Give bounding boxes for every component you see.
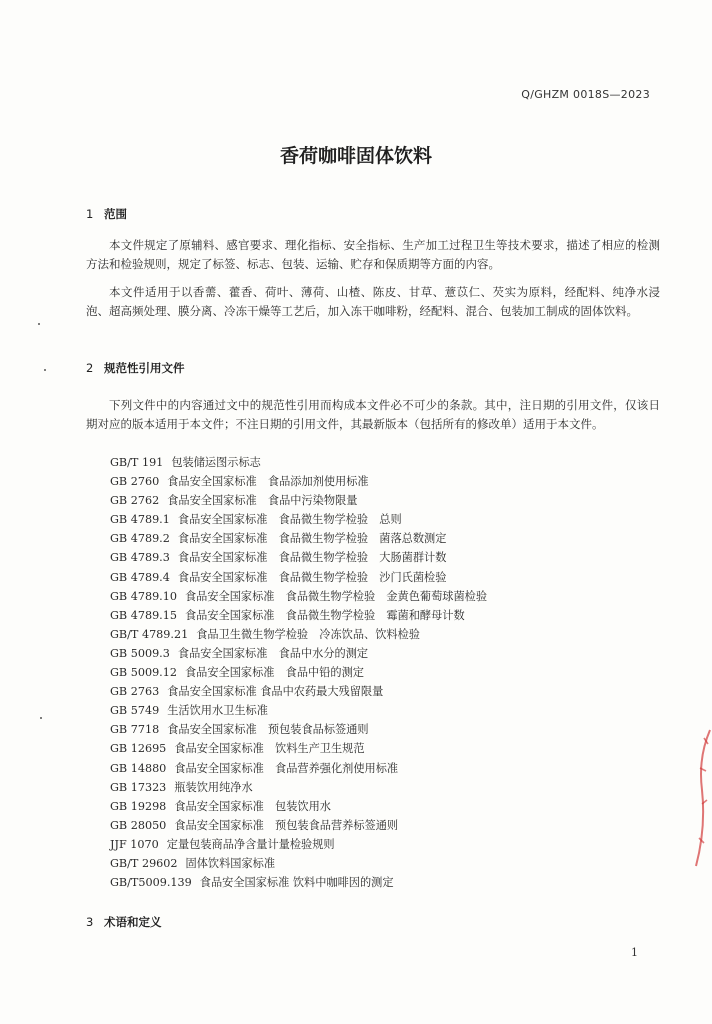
reference-name: 食品安全国家标准 食品添加剂使用标准 [167, 475, 369, 489]
section-2-number: 2 [86, 361, 94, 375]
reference-list [110, 453, 487, 892]
reference-code: GB 4789.1 [110, 513, 170, 527]
page-number: 1 [631, 946, 638, 959]
reference-code: JJF 1070 [110, 837, 159, 851]
reference-item [110, 529, 487, 548]
reference-name: 生活饮用水卫生标准 [167, 704, 268, 718]
reference-name: 食品安全国家标准 食品微生物学检验 总则 [177, 513, 402, 527]
reference-item [110, 854, 487, 873]
section-1-number: 1 [86, 207, 94, 221]
reference-name: 食品安全国家标准 食品营养强化剂使用标准 [174, 761, 399, 775]
section-1-title: 范围 [104, 207, 127, 221]
reference-name: 食品安全国家标准 食品微生物学检验 霉菌和酵母计数 [184, 608, 465, 622]
reference-code: GB 12695 [110, 742, 167, 756]
reference-name: 食品安全国家标准 食品微生物学检验 金黄色葡萄球菌检验 [184, 589, 488, 603]
scan-speck [40, 717, 42, 719]
reference-code: GB 5009.12 [110, 666, 177, 680]
reference-code: GB 19298 [110, 799, 167, 813]
reference-code: GB 14880 [110, 761, 167, 775]
reference-item [110, 816, 487, 835]
reference-item [110, 682, 487, 701]
reference-code: GB 4789.2 [110, 532, 170, 546]
reference-item [110, 778, 487, 797]
reference-item [110, 739, 487, 758]
reference-name: 食品卫生微生物学检验 冷冻饮品、饮料检验 [196, 627, 420, 641]
reference-item [110, 625, 487, 644]
reference-item [110, 759, 487, 778]
section-3-title: 术语和定义 [104, 915, 162, 929]
reference-item [110, 644, 487, 663]
section-3-number: 3 [86, 915, 94, 929]
reference-item [110, 510, 487, 529]
reference-code: GB/T 191 [110, 456, 164, 469]
reference-item [110, 472, 487, 491]
reference-name: 包装储运图示标志 [171, 456, 261, 469]
reference-item [110, 873, 487, 892]
reference-code: GB 4789.3 [110, 551, 170, 565]
reference-code: GB 7718 [110, 723, 160, 737]
scan-speck [38, 323, 40, 325]
section-2-title: 规范性引用文件 [104, 361, 185, 375]
reference-name: 食品安全国家标准 食品微生物学检验 大肠菌群计数 [177, 551, 447, 565]
reference-code: GB 2763 [110, 685, 160, 699]
scan-speck [44, 369, 46, 371]
section-2-heading [86, 360, 185, 376]
section-1-paragraph-1: 本文件规定了原辅料、感官要求、理化指标、安全指标、生产加工过程卫生等技术要求，描述了相应的检测方法和检验规则，规定了标签、标志、包装、运输、贮存和保质期等方面的内容。 [86, 238, 660, 272]
section-1-heading [86, 206, 127, 222]
reference-name: 食品安全国家标准 预包装食品营养标签通则 [174, 818, 399, 832]
reference-name: 食品安全国家标准 食品微生物学检验 菌落总数测定 [177, 532, 447, 546]
section-1-paragraph-2: 本文件适用于以香薷、藿香、荷叶、薄荷、山楂、陈皮、甘草、薏苡仁、芡实为原料，经配料、纯净水浸泡、超高频处理、膜分离、冷冻干燥等工艺后，加入冻干咖啡粉，经配料、混合、包装加工制成的固体饮料。 [86, 285, 660, 319]
reference-item [110, 663, 487, 682]
reference-code: GB 2762 [110, 494, 160, 508]
reference-code: GB 17323 [110, 780, 167, 794]
reference-name: 食品安全国家标准 食品中水分的测定 [177, 646, 369, 660]
reference-code: GB 5749 [110, 704, 160, 718]
reference-code: GB 4789.10 [110, 589, 177, 603]
reference-name: 食品安全国家标准 包装饮用水 [174, 799, 331, 813]
reference-item [110, 701, 487, 720]
reference-code: GB 5009.3 [110, 646, 170, 660]
reference-item [110, 720, 487, 739]
reference-name: 瓶装饮用纯净水 [174, 780, 253, 794]
reference-name: 食品安全国家标准 食品中铅的测定 [184, 666, 364, 680]
reference-code: GB 2760 [110, 475, 160, 489]
reference-item [110, 548, 487, 567]
reference-code: GB/T 29602 [110, 856, 178, 870]
reference-name: 定量包装商品净含量计量检验规则 [166, 837, 335, 851]
reference-item [110, 568, 487, 587]
reference-name: 食品安全国家标准 饮料中咖啡因的测定 [199, 876, 394, 890]
reference-code: GB/T 4789.21 [110, 627, 189, 641]
reference-name: 食品安全国家标准 食品中农药最大残留限量 [167, 685, 384, 699]
reference-name: 食品安全国家标准 预包装食品标签通则 [167, 723, 369, 737]
reference-name: 食品安全国家标准 食品中污染物限量 [167, 494, 358, 508]
reference-code: GB 28050 [110, 818, 167, 832]
red-seal-edge [690, 728, 712, 868]
reference-name: 固体饮料国家标准 [185, 856, 276, 870]
reference-code: GB 4789.15 [110, 608, 177, 622]
reference-code: GB/T5009.139 [110, 876, 192, 890]
reference-item [110, 797, 487, 816]
reference-item [110, 453, 487, 472]
reference-name: 食品安全国家标准 食品微生物学检验 沙门氏菌检验 [177, 570, 447, 584]
reference-item [110, 606, 487, 625]
reference-item [110, 587, 487, 606]
reference-code: GB 4789.4 [110, 570, 170, 584]
document-title: 香荷咖啡固体饮料 [279, 145, 432, 167]
standard-code: Q/GHZM 0018S—2023 [521, 88, 650, 101]
section-2-intro: 下列文件中的内容通过文中的规范性引用而构成本文件必不可少的条款。其中，注日期的引用文件，仅该日期对应的版本适用于本文件；不注日期的引用文件，其最新版本（包括所有的修改单）适用于本文件。 [86, 398, 660, 432]
reference-item [110, 835, 487, 854]
reference-name: 食品安全国家标准 饮料生产卫生规范 [174, 742, 365, 756]
reference-item [110, 491, 487, 510]
section-3-heading [86, 914, 162, 930]
